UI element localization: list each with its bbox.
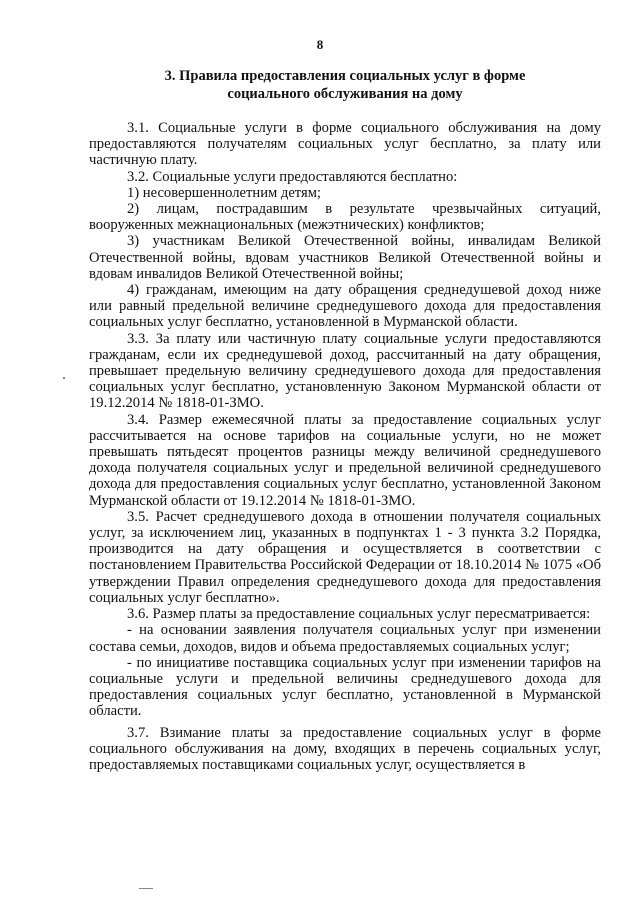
paragraph-3-4: 3.4. Размер ежемесячной платы за предоставление социальных услуг рассчитывается на основе тарифов на социальные услуги, но не может превышать пятьдесят процентов разницы между величиной среднедушевого дохода получателя социальных услуг и предельной величиной среднедушевого дохода для предоставления социальных услуг бесплатно, установленной Законом Мурманской области от 19.12.2014 № 1818-01-ЗМО. <box>89 411 601 509</box>
list-item-dash-1: - на основании заявления получателя социальных услуг при изменении состава семьи, доходов, видов и объема предоставляемых социальных услуг; <box>89 622 601 655</box>
list-item-1: 1) несовершеннолетним детям; <box>127 184 321 201</box>
list-item-4: 4) гражданам, имеющим на дату обращения среднедушевой доход ниже или равный предельной величине среднедушевого дохода для предоставления социальных услуг бесплатно, установленной в Мурманской области. <box>89 282 601 331</box>
section-heading-line-1: 3. Правила предоставления социальных услуг в форме <box>164 68 526 84</box>
list-item-2: 2) лицам, пострадавшим в результате чрезвычайных ситуаций, вооруженных межнациональных (межэтнических) конфликтов; <box>89 201 601 234</box>
document-body <box>89 120 601 773</box>
page-number: 8 <box>316 37 324 52</box>
paragraph-3-6: 3.6. Размер платы за предоставление социальных услуг пересматривается: <box>127 606 591 623</box>
section-heading <box>92 67 598 103</box>
paragraph-3-2: 3.2. Социальные услуги предоставляются бесплатно: <box>127 168 458 185</box>
paragraph-3-1: 3.1. Социальные услуги в форме социального обслуживания на дому предоставляются получателям социальных услуг бесплатно, за плату или частичную плату. <box>89 120 601 169</box>
scan-speck <box>139 888 153 889</box>
list-item-dash-2: - по инициативе поставщика социальных услуг при изменении тарифов на социальные услуги и предельной величины среднедушевого дохода для предоставления социальных услуг бесплатно, установленной в Мурманской области. <box>89 654 601 720</box>
paragraph-3-3: 3.3. За плату или частичную плату социальные услуги предоставляются гражданам, если их среднедушевой доход, рассчитанный на дату обращения, превышает предельную величину среднедушевого дохода для предоставления социальных услуг бесплатно, установленную Законом Мурманской области от 19.12.2014 № 1818-01-ЗМО. <box>89 330 601 412</box>
list-item-3: 3) участникам Великой Отечественной войны, инвалидам Великой Отечественной войны, вдовам участников Великой Отечественной войны и вдовам инвалидов Великой Отечественной войны; <box>89 233 601 282</box>
scan-speck <box>63 377 65 379</box>
paragraph-3-7: 3.7. Взимание платы за предоставление социальных услуг в форме социального обслуживания на дому, входящих в перечень социальных услуг, предоставляемых поставщиками социальных услуг, осуществляется в <box>89 724 601 773</box>
section-heading-line-2: социального обслуживания на дому <box>227 86 463 102</box>
paragraph-3-5: 3.5. Расчет среднедушевого дохода в отношении получателя социальных услуг, за исключением лиц, указанных в подпунктах 1 - 3 пункта 3.2 Порядка, производится на дату обращения и осуществляется в соответствии с постановлением Правительства Российской Федерации от 18.10.2014 № 1075 «Об утверждении Правил определения среднедушевого дохода для предоставления социальных услуг бесплатно». <box>89 508 601 606</box>
